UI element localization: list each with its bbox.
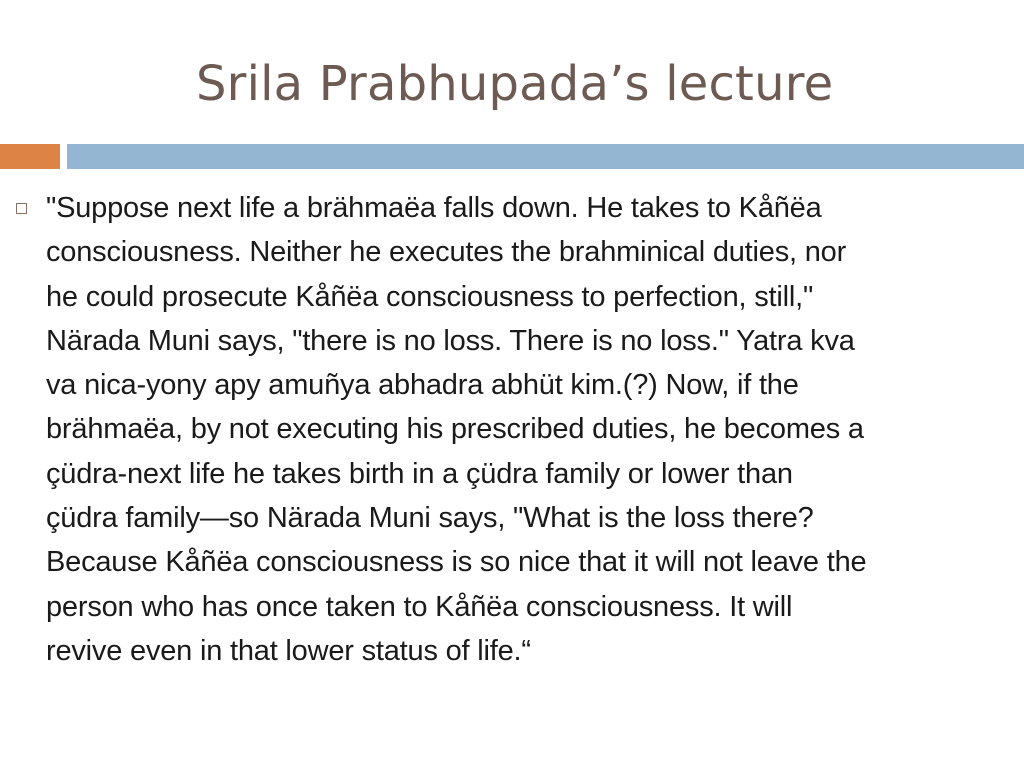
quote-paragraph — [46, 186, 1014, 673]
accent-bar-blue — [67, 144, 1024, 169]
accent-bar-orange — [0, 144, 60, 169]
quote-line: person who has once taken to Kåñëa consciousness. It will — [46, 590, 793, 623]
quote-line: he could prosecute Kåñëa consciousness to perfection, still," — [46, 280, 814, 313]
quote-line: Because Kåñëa consciousness is so nice that it will not leave the — [46, 546, 867, 579]
quote-line: çüdra family—so Närada Muni says, "What is the loss there? — [46, 502, 814, 535]
slide-title: Srila Prabhupada’s lecture — [196, 56, 834, 112]
quote-line: "Suppose next life a brähmaëa falls down. He takes to Kåñëa — [46, 192, 822, 224]
quote-line: Närada Muni says, "there is no loss. There is no loss." Yatra kva — [46, 324, 855, 357]
quote-line: brähmaëa, by not executing his prescribed duties, he becomes a — [46, 413, 864, 446]
square-bullet-icon — [16, 203, 27, 214]
quote-line: va nica-yony apy amuñya abhadra abhüt kim.(?) Now, if the — [46, 369, 799, 402]
quote-line: consciousness. Neither he executes the brahminical duties, nor — [46, 236, 847, 269]
quote-line: çüdra-next life he takes birth in a çüdra family or lower than — [46, 457, 793, 490]
quote-line: revive even in that lower status of life.“ — [46, 634, 531, 667]
